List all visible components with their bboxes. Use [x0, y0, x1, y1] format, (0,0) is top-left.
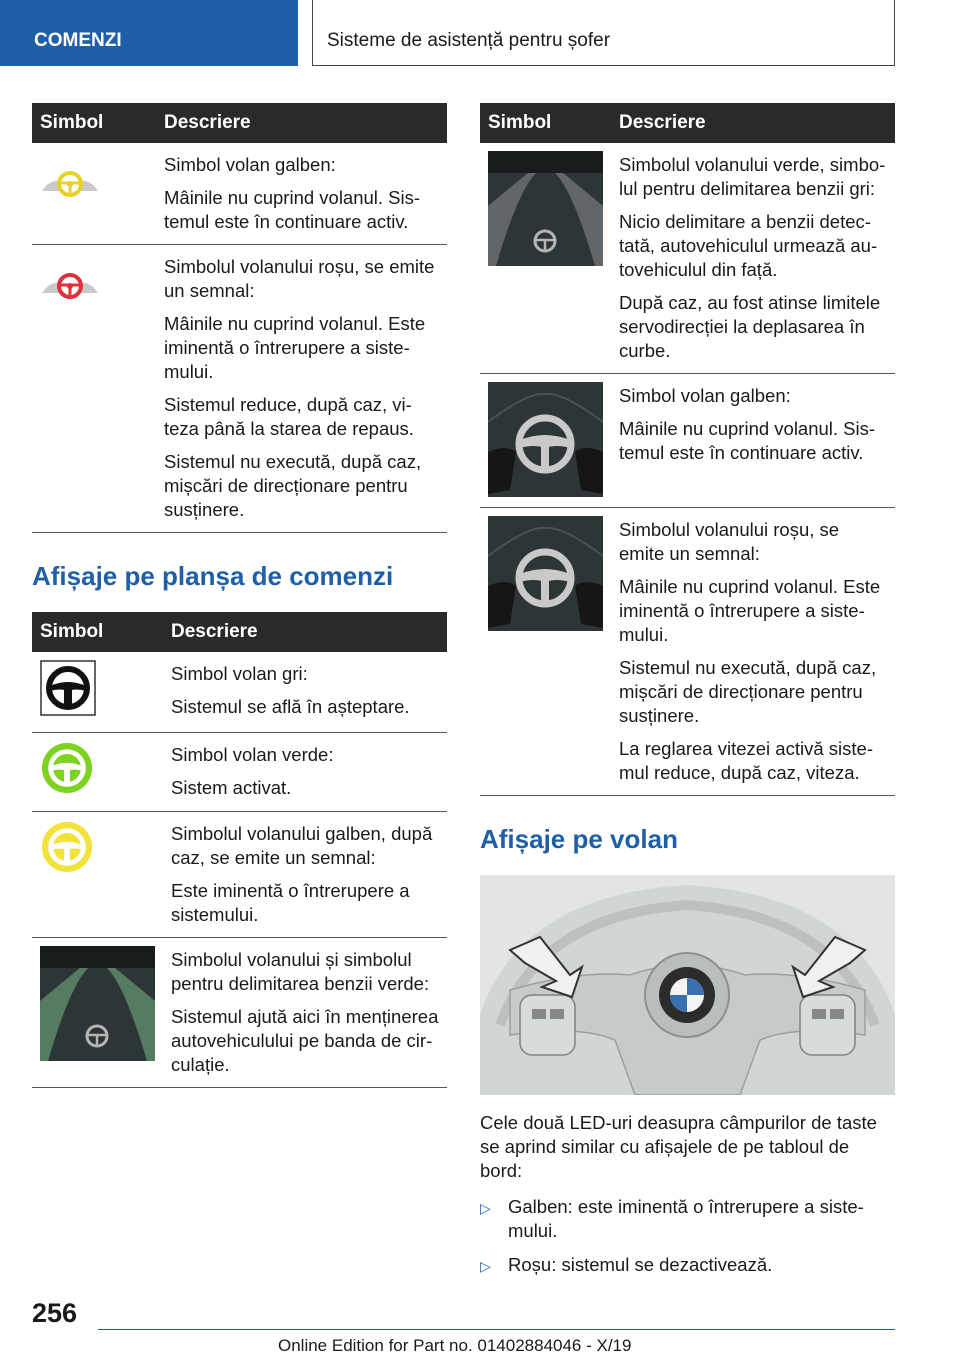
- description-line: Simbolul volanului roșu, se emite un semnal:: [164, 256, 435, 301]
- section-heading-wheel: Afișaje pe volan: [480, 824, 678, 854]
- col-header-symbol: Simbol: [32, 612, 163, 652]
- symbol-table-right: [480, 103, 895, 796]
- description-line: Simbol volan gri:: [171, 663, 308, 684]
- description-line: Sistemul se află în așteptare.: [171, 696, 410, 717]
- list-item: [480, 1195, 895, 1243]
- lane-display-green-icon: [40, 946, 155, 1061]
- description-line: Simbolul volanului galben, după caz, se emite un semnal:: [171, 823, 433, 868]
- description-line: Nicio delimitare a benzii detec-tată, autovehiculul urmează au-tovehiculul din față.: [619, 211, 878, 280]
- col-header-description: Descriere: [163, 612, 447, 652]
- table-row: [32, 143, 447, 245]
- description-line: Sistem activat.: [171, 777, 292, 798]
- description-line: Simbol volan galben:: [619, 385, 791, 406]
- description-line: Mâinile nu cuprind volanul. Este iminentă o întrerupere a siste-mului.: [619, 576, 881, 645]
- steering-wheel-photo: [480, 875, 895, 1095]
- chapter-title: Sisteme de asistență pentru șofer: [312, 0, 895, 66]
- hands-wheel-red-display-icon: [488, 516, 603, 631]
- description-line: Mâinile nu cuprind volanul. Sis-temul este în continuare activ.: [619, 418, 876, 463]
- left-column: [32, 103, 447, 1088]
- description-line: Mâinile nu cuprind volanul. Este iminentă o întrerupere a siste-mului.: [164, 313, 426, 382]
- steering-wheel-grey-icon: [40, 660, 96, 716]
- hands-wheel-yellow-display-icon: [488, 382, 603, 497]
- symbol-table-panel: [32, 612, 447, 1088]
- table-row: [32, 245, 447, 533]
- wheel-led-paragraph: Cele două LED-uri deasupra câmpurilor de taste se aprind similar cu afișajele de pe tabloul de bord:: [480, 1112, 877, 1181]
- table-row: [480, 508, 895, 796]
- section-heading-panel: Afișaje pe planșa de comenzi: [32, 561, 394, 591]
- page-header: [0, 0, 960, 66]
- symbol-table-top: [32, 103, 447, 533]
- description-line: Simbol volan galben:: [164, 154, 336, 175]
- description-line: Sistemul nu execută, după caz, mișcări de direcționare pentru susținere.: [619, 657, 877, 726]
- steering-wheel-red-hands-icon: [40, 253, 100, 303]
- description-line: Simbol volan verde:: [171, 744, 334, 765]
- description-line: După caz, au fost atinse limitele servodirecției la deplasarea în curbe.: [619, 292, 881, 361]
- col-header-description: Descriere: [156, 103, 447, 143]
- description-line: Sistemul reduce, după caz, vi-teza până la starea de repaus.: [164, 394, 414, 439]
- section-tab: COMENZI: [0, 0, 298, 66]
- col-header-description: Descriere: [611, 103, 895, 143]
- page-number: 256: [32, 1298, 78, 1328]
- steering-wheel-yellow-hands-icon: [40, 151, 100, 201]
- description-line: Sistemul nu execută, după caz, mișcări de direcționare pentru susținere.: [164, 451, 422, 520]
- list-item-text: Roșu: sistemul se dezactivează.: [508, 1254, 773, 1275]
- lane-display-grey-icon: [488, 151, 603, 266]
- triangle-bullet-icon: ▷: [480, 1200, 491, 1216]
- description-line: La reglarea vitezei activă siste-mul reduce, după caz, viteza.: [619, 738, 873, 783]
- list-item-text: Galben: este iminentă o întrerupere a siste-mului.: [508, 1196, 864, 1241]
- triangle-bullet-icon: ▷: [480, 1258, 491, 1274]
- steering-wheel-yellow-icon: [40, 820, 94, 874]
- table-row: [32, 652, 447, 733]
- description-line: Simbolul volanului și simbolul pentru delimitarea benzii verde:: [171, 949, 430, 994]
- wheel-led-list: [480, 1195, 895, 1277]
- table-row: [32, 812, 447, 938]
- description-line: Simbolul volanului verde, simbo-lul pentru delimitarea benzii gri:: [619, 154, 886, 199]
- table-row: [480, 143, 895, 374]
- table-row: [480, 374, 895, 508]
- list-item: [480, 1253, 895, 1277]
- table-row: [32, 938, 447, 1088]
- footer-edition: Online Edition for Part no. 01402884046 - X/19: [278, 1336, 632, 1355]
- description-line: Simbolul volanului roșu, se emite un semnal:: [619, 519, 840, 564]
- description-line: Mâinile nu cuprind volanul. Sis-temul este în continuare activ.: [164, 187, 421, 232]
- col-header-symbol: Simbol: [32, 103, 156, 143]
- right-column: [480, 103, 895, 1287]
- col-header-symbol: Simbol: [480, 103, 611, 143]
- description-line: Sistemul ajută aici în menținerea autovehiculului pe banda de cir-culație.: [171, 1006, 439, 1075]
- description-line: Este iminentă o întrerupere a sistemului.: [171, 880, 410, 925]
- steering-wheel-green-icon: [40, 741, 94, 795]
- table-row: [32, 733, 447, 812]
- footer-rule: [98, 1329, 895, 1330]
